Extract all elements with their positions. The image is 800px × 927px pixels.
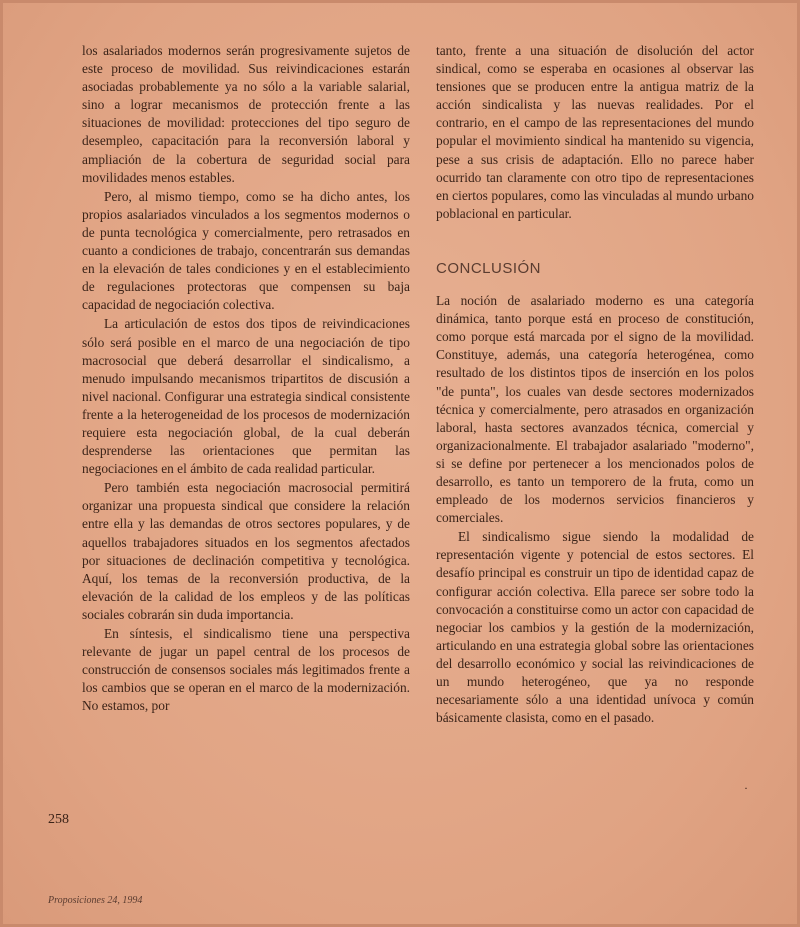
body-paragraph: En síntesis, el sindicalismo tiene una perspectiva relevante de jugar un papel central de los procesos de construcción de consensos sociales más legitimados frente a los cambios que se operan en el marco de la modernización. No estamos, por (82, 626, 410, 714)
footer-citation: Proposiciones 24, 1994 (48, 895, 143, 906)
body-paragraph: Pero también esta negociación macrosocial permitirá organizar una propuesta sindical que considere la relación entre ella y las demandas de otros sectores populares, y de aquellos trabajadores situados en los segmentos afectados por situaciones de declinación competitiva y tecnológica. Aquí, los temas de la reconversión productiva, de la elevación de la calidad de los empleos y de las políticas sociales cobrarán sin duda importancia. (82, 480, 410, 622)
body-paragraph: Pero, al mismo tiempo, como se ha dicho antes, los propios asalariados vinculados a los segmentos modernos o de punta tecnológica y comercialmente, pero retrasados en cuanto a condiciones de trabajo, concentrarán sus demandas en la elevación de tales condiciones y en el establecimiento de regulaciones protectoras que compensen su baja capacidad de negociación colectiva. (82, 188, 410, 313)
body-paragraph: La articulación de estos dos tipos de reivindicaciones sólo será posible en el marco de una negociación de tipo macrosocial que deberá desarrollar el sindicalismo, a menudo impulsando mecanismos tripartitos de discusión a nivel nacional. Configurar una estrategia sindical consistente frente a la heterogeneidad de los procesos de modernización requiere esta negociación global, de la cual deberán desprenderse las orientaciones que permitan las negociaciones en el ámbito de cada realidad particular. (82, 316, 410, 477)
body-paragraph: El sindicalismo sigue siendo la modalidad de representación vigente y potencial de estos sectores. El desafío principal es construir un tipo de identidad capaz de configurar acción colectiva. Ella parece ser sobre todo la convocación a constituirse como un actor con capacidad de negociar los cambios y la gestión de la modernización, articulando en una estrategia global sobre las orientaciones del desarrollo económico y social las reivindicaciones de un mundo heterogéneo, que ya no responde necesariamente sólo a una identidad unívoca y común básicamente clasista, como en el pasado. (436, 529, 754, 726)
section-heading: CONCLUSIÓN (436, 259, 542, 277)
page-number: 258 (48, 812, 69, 827)
left-column (82, 42, 410, 715)
end-mark: · (744, 781, 748, 795)
body-paragraph: La noción de asalariado moderno es una categoría dinámica, tanto porque está en proceso de constitución, como porque está marcada por el signo de la movilidad. Constituye, además, una categoría heterogénea, como resultado de los distintos tipos de inserción en los polos "de punta", los cuales van desde sectores modernizados técnica y comercialmente, pero atrasados en organización laboral, hasta sectores avanzados técnica, comercial y organizacionalmente. El trabajador asalariado "moderno", si se define por pertenecer a los mencionados polos de desarrollo, es tanto un temporero de la fruta, como un empleado de los modernos servicios financieros y comerciales. (436, 293, 754, 526)
right-column (436, 42, 754, 727)
body-paragraph: tanto, frente a una situación de disolución del actor sindical, como se esperaba en ocasiones al observar las tensiones que se producen entre la antigua matriz de la acción sindicalista y las nuevas realidades. Por el contrario, en el campo de las representaciones del mundo popular el movimiento sindical ha mantenido su vigencia, pese a sus crisis de adaptación. Ello no parece haber ocurrido tan claramente con otro tipo de representaciones en ciertos populares, como las vinculadas al mundo urbano poblacional en particular. (436, 43, 754, 221)
body-paragraph: los asalariados modernos serán progresivamente sujetos de este proceso de movilidad. Sus reivindicaciones estarán asociadas probablemente ya no sólo a la variable salarial, sino a lograr mecanismos de protección frente a las situaciones de movilidad: protecciones del tipo seguro de desempleo, capacitación para la reconversión laboral y ampliación de la cobertura de seguridad social para movilidades menos estables. (82, 43, 410, 185)
